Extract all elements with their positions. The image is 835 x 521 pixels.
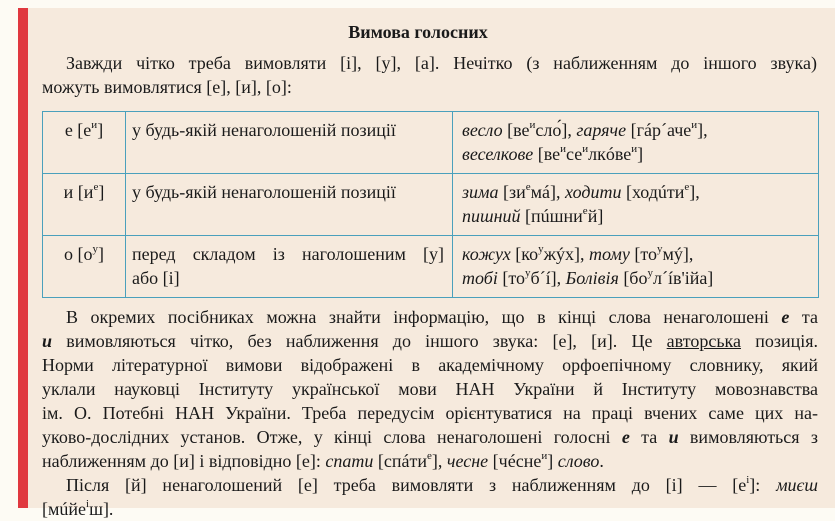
examples-cell: кожух $[ко^ужýх]$, тому $[то^умý]$, тобі $[то^уб´í]$, Болівія $[бо^ул´íв'ійа]$ <box>453 236 819 298</box>
body-line: Норми літературної вимови відображені в академічному орфоепічному словнику, який <box>42 355 818 375</box>
body-line: В окремих посібниках можна знайти інформацію, що в кінці слова ненаголошені е та <box>66 307 819 327</box>
table-row <box>43 174 819 236</box>
body-line: Після [й] ненаголошений [е] треба вимовляти з наближенням до [і] — $[е^і]$: миєш <box>66 474 818 495</box>
intro-paragraph <box>42 51 817 99</box>
vowel-table <box>42 111 819 298</box>
body-line: наближенням до [и] і відповідно [е]: спати [спáти$^е$], чесне [чéсне$^и$] слово. <box>42 450 604 471</box>
intro-line-1: Завжди чітко треба вимовляти [і], [у], [а]. Нечітко (з наближенням до іншого звука) <box>66 53 817 73</box>
body-line: и вимовляються чітко, без наближення до іншого звука: [е], [и]. Це авторська позиція. <box>42 331 818 351</box>
sound-cell: о $[о^у]$ <box>43 236 126 298</box>
red-margin-stripe <box>18 8 28 508</box>
position-cell: у будь-якій ненаголошеній позиції <box>126 174 453 236</box>
examples-cell: весло $[ве^исло́]$, гаряче [гáр´аче$^и$], веселкове $[ве^исе^илкóве^и]$ <box>453 112 819 174</box>
body-text <box>42 305 818 521</box>
body-line: ім. О. Потебні НАН України. Треба передусім орієнтуватися на праці вчених саме цих на- <box>42 403 818 423</box>
sound-cell: е $[е^и]$ <box>43 112 126 174</box>
body-line: уклали науковці Інституту української мови НАН України й Інституту мовознавства <box>42 379 818 399</box>
position-cell: перед складом із наголошеним [у] або [і] <box>126 236 453 298</box>
section-title: Вимова голосних <box>348 22 488 42</box>
intro-line-2: можуть вимовлятися [е], [и], [о]: <box>42 77 292 97</box>
body-line: уково-дослідних установ. Отже, у кінці слова ненаголошені голосні е та и вимовляються з <box>42 427 818 447</box>
position-cell: у будь-якій ненаголошеній позиції <box>126 112 453 174</box>
sound-cell: и $[и^е]$ <box>43 174 126 236</box>
table-row <box>43 236 819 298</box>
body-line: [мúйе$^і$ш]. <box>42 498 114 519</box>
examples-cell: зима $[зи^емá]$, ходити [ходúти$^е$], пишний [пúшни$^е$й] <box>453 174 819 236</box>
table-row <box>43 112 819 174</box>
